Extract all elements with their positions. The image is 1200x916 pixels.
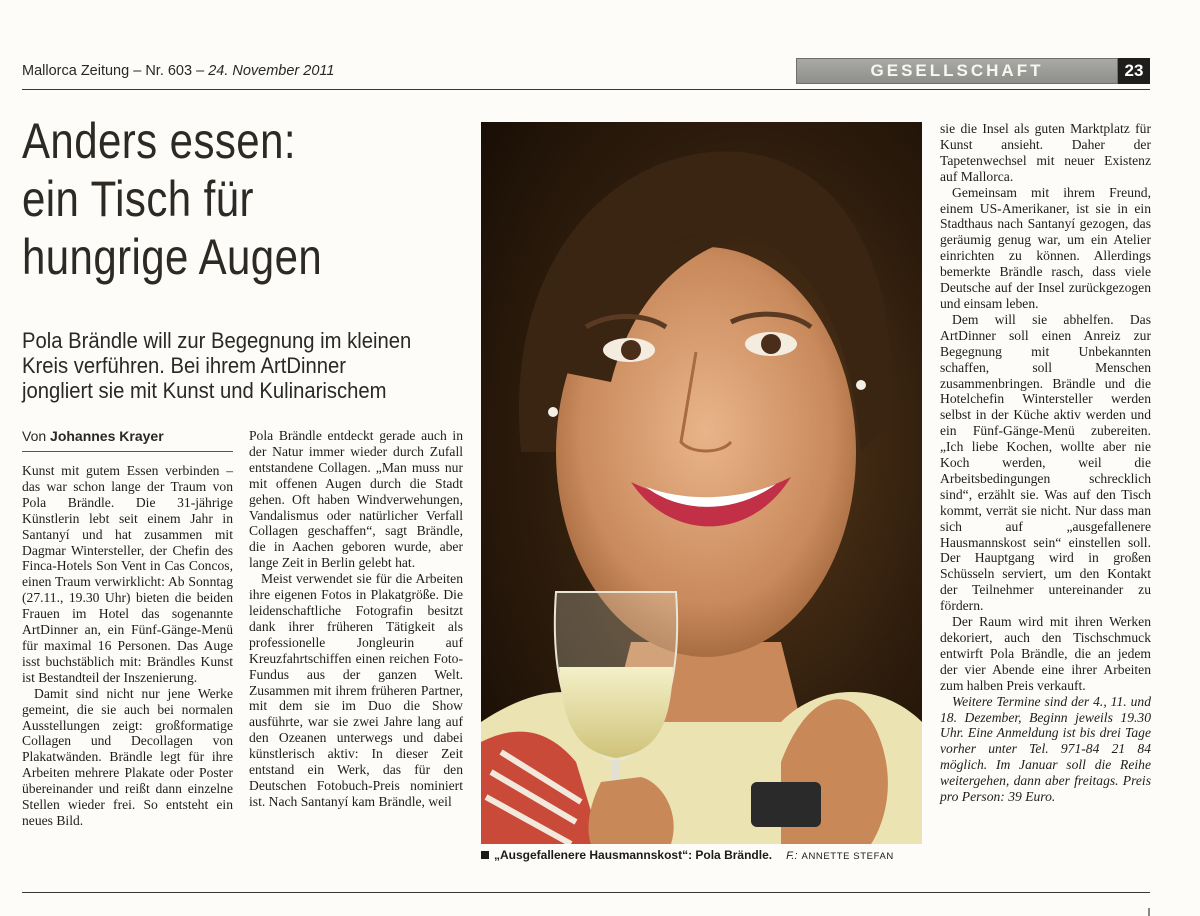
headline-line: ein Tisch für [22, 171, 254, 227]
subhead-line: Pola Brändle will zur Begegnung im kleinen [22, 328, 412, 353]
issue-date: 24. November 2011 [208, 63, 335, 79]
paragraph: Kunst mit gutem Essen verbinden – das war schon lange der Traum von Pola Brändle. Die 31-jährige Künstlerin lebt seit einem Jahr in Santanyí und hat zusammen mit Dagmar Wintersteller, der Chefin des Finca-Hotels Son Vent in Cas Concos, einen Traum verwirklicht: Ab Sonntag (27.11., 19.30 Uhr) bieten die beiden Frauen im Hotel das sogenannte ArtDinner an, ein Fünf-Gänge-Menü für maximal 16 Personen. Das Auge isst buchstäblich mit: Brändles Kunst ist Bestandteil der Inszenierung. [22, 463, 233, 685]
paragraph: Gemeinsam mit ihrem Freund, einem US-Amerikaner, ist sie in ein Stadthaus nach Santanyí gezogen, das geräumig genug war, um ein Atelier einrichten zu können. Allerdings bemerkte Brändle rasch, dass viele Deutsche auf der Insel zurückgezogen und einsam leben. [940, 184, 1151, 311]
article-column-3 [940, 121, 1151, 805]
paragraph: Der Raum wird mit ihren Werken dekoriert, auch den Tischschmuck entwirft Pola Brändle, die an jedem der vier Abende eine ihrer Arbeiten zum halben Preis verkauft. [940, 614, 1151, 693]
caption-bullet-icon [481, 851, 489, 859]
section-label: GESELLSCHAFT [796, 58, 1118, 84]
publication-line: Mallorca Zeitung – Nr. 603 – 24. November 2011 [22, 63, 335, 79]
headline [22, 112, 392, 286]
byline-prefix: Von [22, 428, 47, 444]
headline-line: Anders essen: [22, 113, 296, 169]
caption-text: „Ausgefallenere Hausmannskost“: Pola Brändle. [494, 848, 773, 862]
article-photo [481, 122, 922, 844]
photo-credit: ANNETTE STEFAN [801, 851, 894, 862]
byline-rule [22, 451, 233, 452]
photo-caption [481, 846, 922, 866]
byline [22, 428, 232, 444]
article-column-2 [249, 428, 463, 810]
top-rule [22, 89, 1150, 90]
paragraph: sie die Insel als guten Marktplatz für Kunst ansieht. Daher der Tapetenwechsel mit neuer Existenz auf Mallorca. [940, 121, 1151, 184]
paragraph: Meist verwendet sie für die Arbeiten ihre eigenen Fotos in Plakatgröße. Die leidenschaftliche Fotografin besitzt dank ihrer früheren Tätigkeit als professionelle Jongleurin auf Kreuzfahrtschiffen einen reichen Foto-Fundus aus der ganzen Welt. Zusammen mit ihrem früheren Partner, mit dem sie im Duo die Show ausführte, war sie zwei Jahre lang auf den Ozeanen unterwegs und dabei künstlerisch aktiv: In dieser Zeit entstand ein Werk, das für den Deutschen Fotobuch-Preis nominiert ist. Nach Santanyí kam Brändle, weil [249, 571, 463, 809]
paragraph: Damit sind nicht nur jene Werke gemeint, die sie auch bei normalen Ausstellungen zeigt: großformatige Collagen und Decollagen von Plakatwänden. Brändle legt für ihre Arbeiten mehrere Plakate oder Poster übereinander und reißt dann einzelne Stellen wieder frei. So entsteht ein neues Bild. [22, 685, 233, 828]
headline-line: hungrige Augen [22, 229, 323, 285]
paragraph: Pola Brändle entdeckt gerade auch in der Natur immer wieder durch Zufall entstandene Collagen. „Man muss nur mit offenen Augen durch die Stadt gehen. Oft haben Windverwehungen, Vandalismus oder natürlicher Verfall Collagen geschaffen“, sagt Brändle, die in Aachen geboren wurde, aber lange Zeit in Berlin gelebt hat. [249, 428, 463, 571]
issue-number: Nr. 603 [145, 63, 193, 79]
event-dates-paragraph: Weitere Termine sind der 4., 11. und 18. Dezember, Beginn jeweils 19.30 Uhr. Eine Anmeldung ist bis drei Tage vorher unter Tel. 971-84 21 84 möglich. Im Januar soll die Reihe weitergehen, dann aber freitags. Preis pro Person: 39 Euro. [940, 693, 1151, 805]
subhead-line: Kreis verführen. Bei ihrem ArtDinner [22, 353, 346, 378]
article-column-1 [22, 463, 233, 829]
publication-name: Mallorca Zeitung [22, 63, 130, 79]
masthead [22, 58, 1150, 90]
bottom-rule [22, 892, 1150, 893]
photo-credit-prefix: F.: [786, 850, 798, 862]
portrait-illustration [481, 122, 922, 844]
subheadline [22, 328, 427, 403]
page-number: 23 [1118, 58, 1150, 84]
subhead-line: jongliert sie mit Kunst und Kulinarischem [22, 378, 387, 403]
byline-author: Johannes Krayer [50, 428, 164, 444]
paragraph: Dem will sie abhelfen. Das ArtDinner soll einen Anreiz zur Begegnung mit Unbekannten schaffen, soll Menschen zusammenbringen. Brändle und die Hotelchefin Wintersteller werden selbst in der Küche aktiv werden und ein Fünf-Gänge-Menü zubereiten. „Ich liebe Kochen, wollte aber nie Koch werden, weil die Arbeitsbedingungen schrecklich sind“, erzählt sie. Was auf den Tisch kommt, verrät sie nicht. Nur dass man sich auf „ausgefallenere Hausmannskost sein“ einstellen soll. Der Hauptgang wird in großen Schüsseln serviert, um den Kontakt der Teilnehmer untereinander zu fördern. [940, 311, 1151, 614]
edge-mark [1148, 908, 1150, 916]
